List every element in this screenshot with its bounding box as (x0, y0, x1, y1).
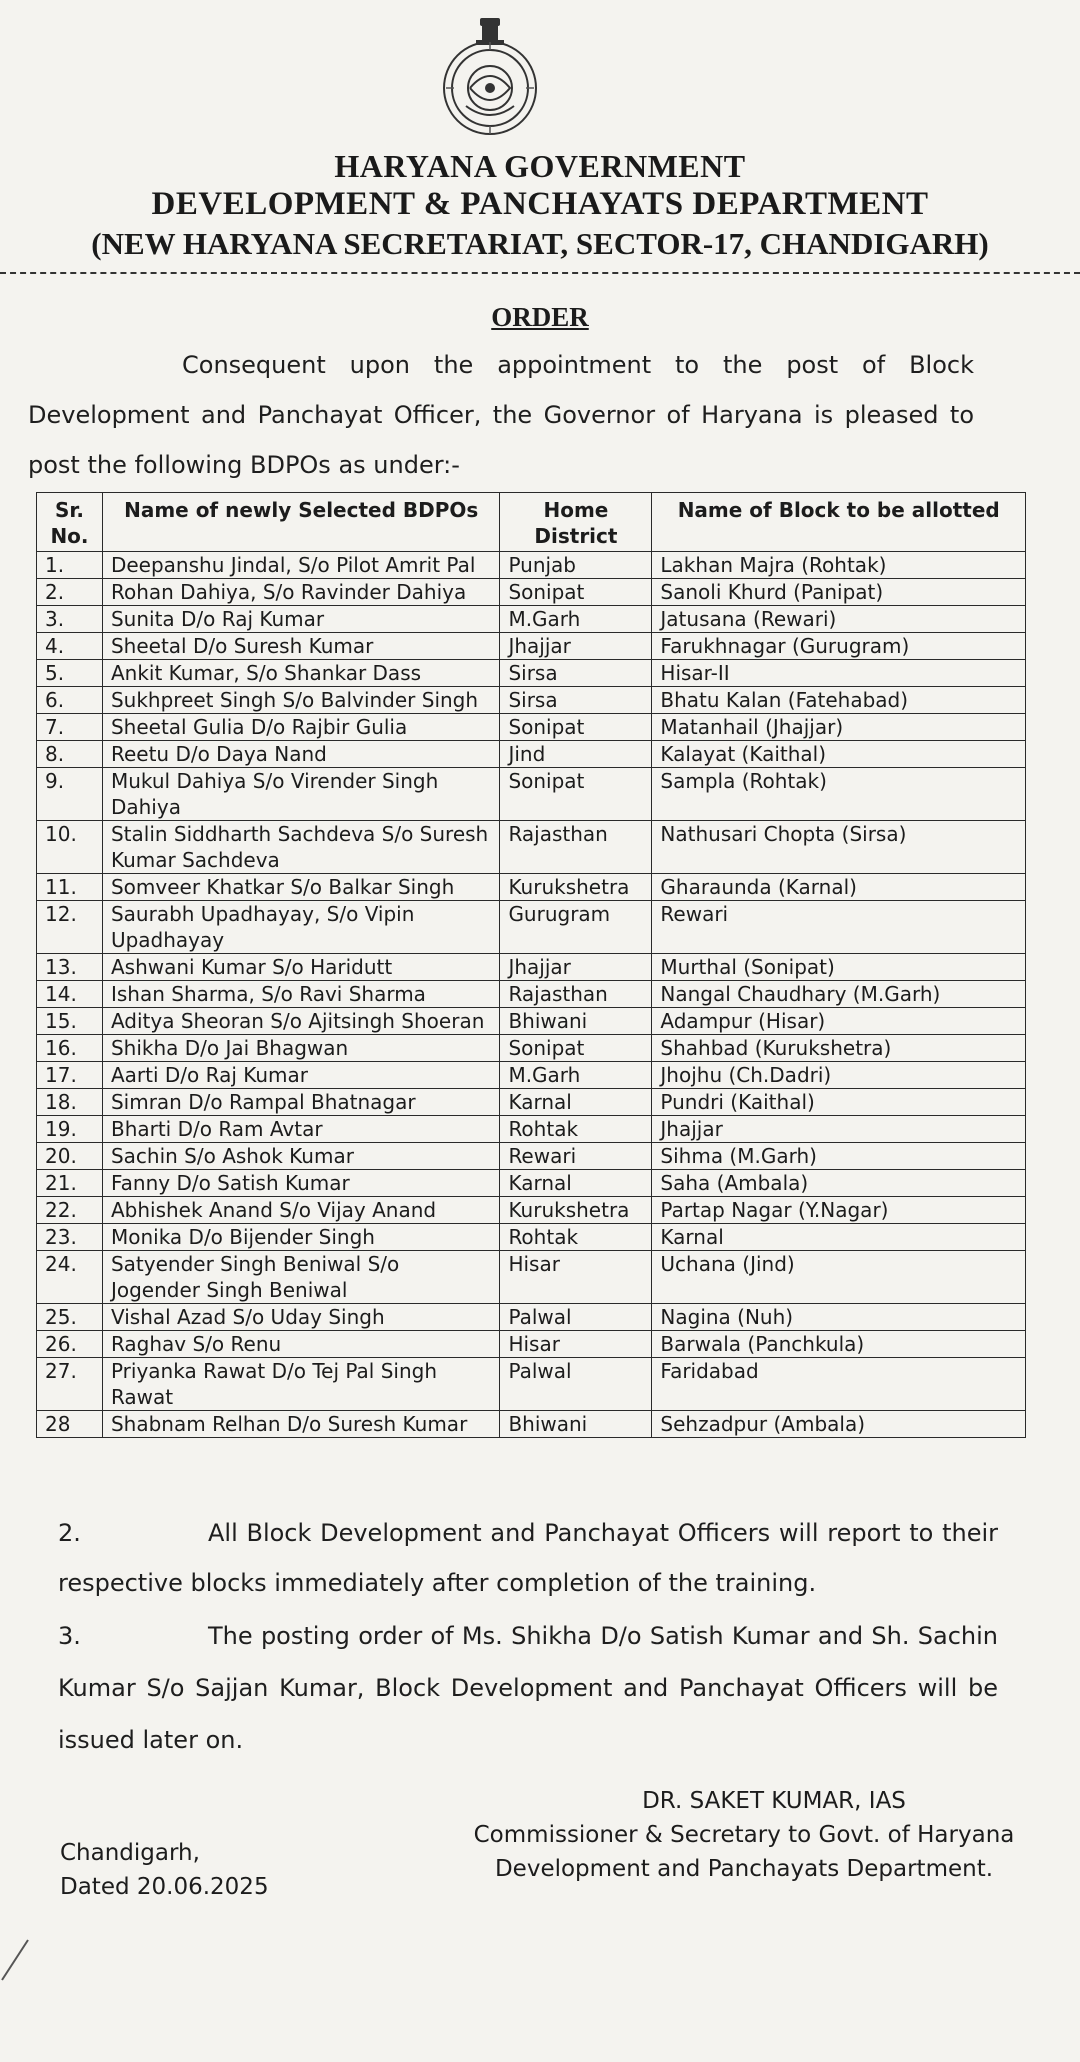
cell-block: Gharaunda (Karnal) (652, 874, 1026, 901)
table-row (37, 714, 1026, 741)
table-row (37, 741, 1026, 768)
cell-block: Lakhan Majra (Rohtak) (652, 552, 1026, 579)
cell-name: Ishan Sharma, S/o Ravi Sharma (102, 981, 499, 1008)
cell-name: Reetu D/o Daya Nand (102, 741, 499, 768)
cell-sr: 24. (37, 1251, 103, 1304)
cell-block: Jhajjar (652, 1116, 1026, 1143)
cell-block: Uchana (Jind) (652, 1251, 1026, 1304)
cell-district: Sonipat (500, 768, 652, 821)
cell-district: Rohtak (500, 1224, 652, 1251)
cell-sr: 21. (37, 1170, 103, 1197)
table-row (37, 821, 1026, 874)
col-header-sr: Sr. No. (37, 493, 103, 552)
cell-block: Partap Nagar (Y.Nagar) (652, 1197, 1026, 1224)
table-row (37, 579, 1026, 606)
cell-district: Sonipat (500, 714, 652, 741)
cell-block: Saha (Ambala) (652, 1170, 1026, 1197)
table-row (37, 1143, 1026, 1170)
cell-block: Sanoli Khurd (Panipat) (652, 579, 1026, 606)
paragraph-3-number: 3. (58, 1622, 81, 1650)
cell-sr: 22. (37, 1197, 103, 1224)
cell-name: Sachin S/o Ashok Kumar (102, 1143, 499, 1170)
header-divider (0, 272, 1080, 274)
signatory-department: Development and Panchayats Department. (494, 1856, 994, 1882)
table-row (37, 1224, 1026, 1251)
cell-sr: 23. (37, 1224, 103, 1251)
cell-name: Simran D/o Rampal Bhatnagar (102, 1089, 499, 1116)
cell-sr: 26. (37, 1331, 103, 1358)
header-address: (NEW HARYANA SECRETARIAT, SECTOR-17, CHANDIGARH) (91, 226, 989, 261)
cell-block: Jatusana (Rewari) (652, 606, 1026, 633)
place: Chandigarh, (60, 1840, 200, 1866)
cell-name: Bharti D/o Ram Avtar (102, 1116, 499, 1143)
cell-name: Ankit Kumar, S/o Shankar Dass (102, 660, 499, 687)
cell-sr: 12. (37, 901, 103, 954)
cell-name: Rohan Dahiya, S/o Ravinder Dahiya (102, 579, 499, 606)
table-row (37, 1411, 1026, 1438)
cell-sr: 1. (37, 552, 103, 579)
cell-block: Karnal (652, 1224, 1026, 1251)
place-date-block (60, 1836, 269, 1904)
table-row (37, 1304, 1026, 1331)
table-row (37, 633, 1026, 660)
table-row (37, 1116, 1026, 1143)
cell-sr: 16. (37, 1035, 103, 1062)
cell-district: Karnal (500, 1089, 652, 1116)
cell-district: Gurugram (500, 901, 652, 954)
table-row (37, 1358, 1026, 1411)
cell-block: Shahbad (Kurukshetra) (652, 1035, 1026, 1062)
cell-district: Rohtak (500, 1116, 652, 1143)
cell-sr: 28 (37, 1411, 103, 1438)
table-row (37, 687, 1026, 714)
cell-name: Vishal Azad S/o Uday Singh (102, 1304, 499, 1331)
table-row (37, 1035, 1026, 1062)
paragraph-3 (58, 1610, 998, 1766)
cell-district: Bhiwani (500, 1411, 652, 1438)
cell-block: Nagina (Nuh) (652, 1304, 1026, 1331)
cell-district: Rajasthan (500, 821, 652, 874)
col-header-district: Home District (500, 493, 652, 552)
cell-block: Matanhail (Jhajjar) (652, 714, 1026, 741)
cell-block: Farukhnagar (Gurugram) (652, 633, 1026, 660)
cell-district: Palwal (500, 1358, 652, 1411)
cell-block: Rewari (652, 901, 1026, 954)
table-row (37, 552, 1026, 579)
cell-district: Jhajjar (500, 954, 652, 981)
table-row (37, 1170, 1026, 1197)
table-row (37, 954, 1026, 981)
table-header-row (37, 493, 1026, 552)
cell-district: Jind (500, 741, 652, 768)
table-row (37, 768, 1026, 821)
intro-paragraph: Consequent upon the appointment to the post of Block Development and Panchayat Officer, the Governor of Haryana is pleased to post the following BDPOs as under:- (28, 351, 974, 479)
table-row (37, 1062, 1026, 1089)
cell-sr: 18. (37, 1089, 103, 1116)
cell-name: Sheetal D/o Suresh Kumar (102, 633, 499, 660)
table-row (37, 1008, 1026, 1035)
cell-name: Saurabh Upadhayay, S/o Vipin Upadhayay (102, 901, 499, 954)
cell-name: Somveer Khatkar S/o Balkar Singh (102, 874, 499, 901)
cell-block: Bhatu Kalan (Fatehabad) (652, 687, 1026, 714)
cell-district: Bhiwani (500, 1008, 652, 1035)
cell-block: Kalayat (Kaithal) (652, 741, 1026, 768)
cell-block: Sampla (Rohtak) (652, 768, 1026, 821)
table-body (37, 552, 1026, 1438)
table-row (37, 606, 1026, 633)
paragraph-2-number: 2. (58, 1519, 81, 1547)
cell-district: M.Garh (500, 606, 652, 633)
cell-block: Sihma (M.Garh) (652, 1143, 1026, 1170)
cell-district: M.Garh (500, 1062, 652, 1089)
cell-name: Satyender Singh Beniwal S/o Jogender Singh Beniwal (102, 1251, 499, 1304)
paragraph-3-text: The posting order of Ms. Shikha D/o Satish Kumar and Sh. Sachin Kumar S/o Sajjan Kumar, Block Development and Panchayat Officers will be issued later on. (58, 1622, 998, 1754)
cell-district: Sonipat (500, 1035, 652, 1062)
cell-sr: 11. (37, 874, 103, 901)
cell-sr: 3. (37, 606, 103, 633)
cell-block: Nathusari Chopta (Sirsa) (652, 821, 1026, 874)
bdpo-posting-table (36, 492, 1026, 1438)
table-row (37, 1197, 1026, 1224)
cell-district: Sirsa (500, 687, 652, 714)
cell-sr: 20. (37, 1143, 103, 1170)
cell-district: Punjab (500, 552, 652, 579)
col-header-name: Name of newly Selected BDPOs (102, 493, 499, 552)
cell-block: Sehzadpur (Ambala) (652, 1411, 1026, 1438)
cell-name: Sunita D/o Raj Kumar (102, 606, 499, 633)
table-row (37, 1331, 1026, 1358)
paragraph-2 (58, 1508, 998, 1608)
cell-name: Sheetal Gulia D/o Rajbir Gulia (102, 714, 499, 741)
cell-block: Barwala (Panchkula) (652, 1331, 1026, 1358)
cell-block: Adampur (Hisar) (652, 1008, 1026, 1035)
order-title: ORDER (491, 302, 589, 332)
header-government: HARYANA GOVERNMENT (334, 148, 746, 184)
cell-name: Aditya Sheoran S/o Ajitsingh Shoeran (102, 1008, 499, 1035)
cell-district: Karnal (500, 1170, 652, 1197)
header-department: DEVELOPMENT & PANCHAYATS DEPARTMENT (151, 186, 929, 222)
cell-sr: 15. (37, 1008, 103, 1035)
cell-block: Pundri (Kaithal) (652, 1089, 1026, 1116)
cell-district: Jhajjar (500, 633, 652, 660)
cell-sr: 14. (37, 981, 103, 1008)
table-row (37, 901, 1026, 954)
cell-district: Sonipat (500, 579, 652, 606)
cell-name: Deepanshu Jindal, S/o Pilot Amrit Pal (102, 552, 499, 579)
cell-district: Rajasthan (500, 981, 652, 1008)
cell-sr: 9. (37, 768, 103, 821)
cell-block: Murthal (Sonipat) (652, 954, 1026, 981)
table-row (37, 874, 1026, 901)
pen-stroke-icon (0, 1930, 40, 1990)
cell-district: Palwal (500, 1304, 652, 1331)
cell-district: Kurukshetra (500, 1197, 652, 1224)
table-row (37, 981, 1026, 1008)
cell-name: Fanny D/o Satish Kumar (102, 1170, 499, 1197)
cell-sr: 7. (37, 714, 103, 741)
signature-block (464, 1784, 1024, 1886)
cell-sr: 10. (37, 821, 103, 874)
cell-block: Hisar-II (652, 660, 1026, 687)
cell-sr: 4. (37, 633, 103, 660)
cell-district: Hisar (500, 1331, 652, 1358)
col-header-block: Name of Block to be allotted (652, 493, 1026, 552)
cell-name: Mukul Dahiya S/o Virender Singh Dahiya (102, 768, 499, 821)
signatory-designation: Commissioner & Secretary to Govt. of Haryana (473, 1822, 1015, 1848)
cell-sr: 5. (37, 660, 103, 687)
cell-name: Priyanka Rawat D/o Tej Pal Singh Rawat (102, 1358, 499, 1411)
table-row (37, 660, 1026, 687)
cell-block: Faridabad (652, 1358, 1026, 1411)
cell-name: Raghav S/o Renu (102, 1331, 499, 1358)
cell-sr: 17. (37, 1062, 103, 1089)
date: Dated 20.06.2025 (60, 1874, 269, 1900)
cell-name: Sukhpreet Singh S/o Balvinder Singh (102, 687, 499, 714)
cell-name: Shabnam Relhan D/o Suresh Kumar (102, 1411, 499, 1438)
cell-sr: 27. (37, 1358, 103, 1411)
cell-district: Hisar (500, 1251, 652, 1304)
cell-district: Sirsa (500, 660, 652, 687)
cell-sr: 25. (37, 1304, 103, 1331)
cell-name: Shikha D/o Jai Bhagwan (102, 1035, 499, 1062)
cell-block: Nangal Chaudhary (M.Garh) (652, 981, 1026, 1008)
signatory-name: DR. SAKET KUMAR, IAS (642, 1788, 906, 1814)
table-row (37, 1089, 1026, 1116)
cell-block: Jhojhu (Ch.Dadri) (652, 1062, 1026, 1089)
cell-district: Kurukshetra (500, 874, 652, 901)
cell-district: Rewari (500, 1143, 652, 1170)
cell-name: Ashwani Kumar S/o Haridutt (102, 954, 499, 981)
haryana-emblem-icon (436, 14, 544, 140)
table-row (37, 1251, 1026, 1304)
paragraph-2-text: All Block Development and Panchayat Officers will report to their respective blocks immediately after completion of the training. (58, 1519, 998, 1597)
cell-sr: 2. (37, 579, 103, 606)
cell-name: Abhishek Anand S/o Vijay Anand (102, 1197, 499, 1224)
cell-sr: 6. (37, 687, 103, 714)
cell-name: Stalin Siddharth Sachdeva S/o Suresh Kumar Sachdeva (102, 821, 499, 874)
cell-sr: 19. (37, 1116, 103, 1143)
cell-sr: 13. (37, 954, 103, 981)
cell-name: Monika D/o Bijender Singh (102, 1224, 499, 1251)
cell-sr: 8. (37, 741, 103, 768)
cell-name: Aarti D/o Raj Kumar (102, 1062, 499, 1089)
